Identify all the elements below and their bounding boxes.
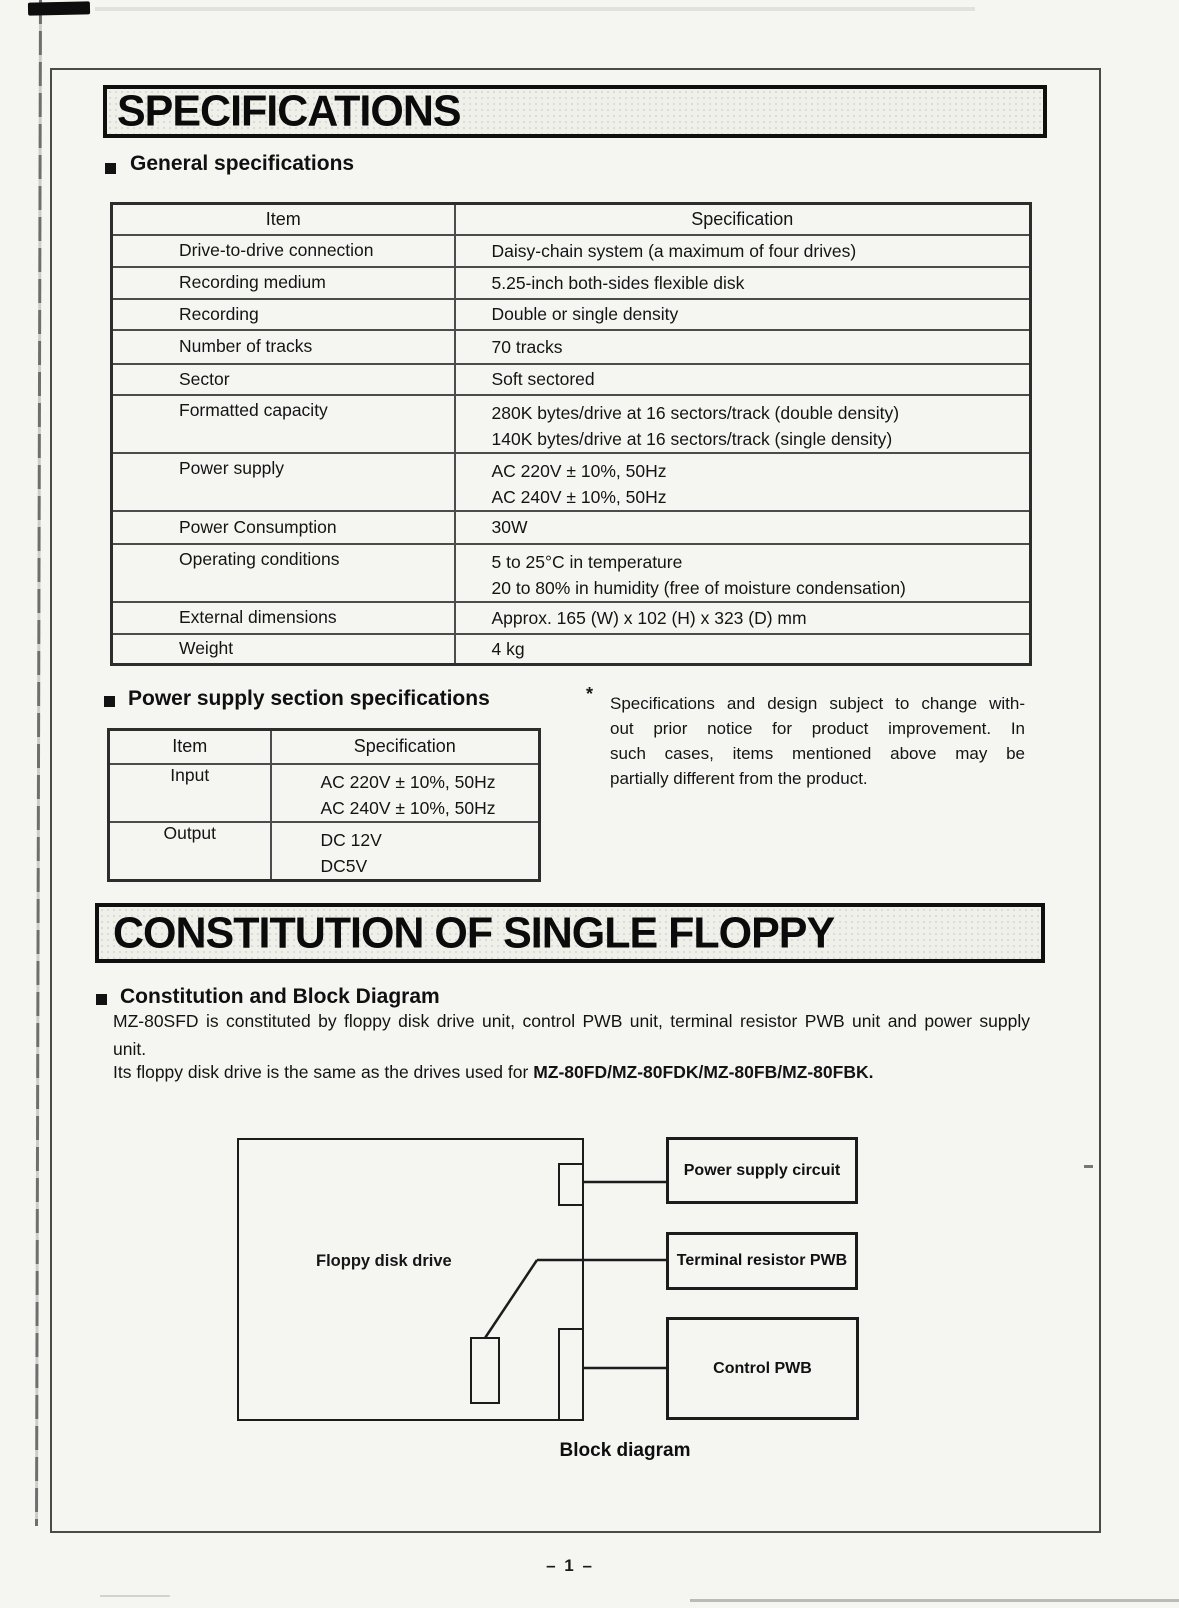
spec-line: Approx. 165 (W) x 102 (H) x 323 (D) mm [491,607,807,628]
spec-cell [455,330,1031,364]
diagram-caption: Block diagram [559,1440,691,1461]
body-paragraph-line: unit. [113,1039,147,1059]
table-header-row [112,204,1031,235]
spec-line: Soft sectored [491,369,595,389]
spec-table-row [112,395,1031,453]
spec-table-row [112,544,1031,602]
spec-line: Double or single density [491,304,679,324]
spec-line: 5 to 25°C in temperature [491,551,683,572]
diagram-box-floppy-disk-drive [237,1138,584,1421]
spec-line: 70 tracks [491,336,563,357]
item-cell: Output [109,822,271,881]
spec-line: 20 to 80% in humidity (free of moisture condensation) [491,577,906,598]
footnote-line: partially different from the product. [610,769,868,788]
heading-constitution: Constitution and Block Diagram [120,985,440,1008]
heading-psu-specifications: Power supply section specifications [128,687,490,710]
bullet-square-icon [105,163,116,174]
psu-spec-table [107,728,541,882]
item-cell: Formatted capacity [112,395,455,453]
diagram-connector-tab-bottom [558,1328,584,1421]
section-banner-constitution [95,903,1045,963]
spec-cell [455,299,1031,330]
heading-general-specifications: General specifications [130,152,355,175]
item-cell: Recording medium [112,267,455,299]
scan-top-streak [95,7,975,11]
spec-cell [271,764,540,822]
spec-cell [455,235,1031,267]
page-number: – 1 – [546,1556,594,1575]
spec-line: 140K bytes/drive at 16 sectors/track (single density) [491,428,893,449]
section-title-specifications: SPECIFICATIONS [117,86,461,136]
spec-line: AC 220V ± 10%, 50Hz [491,460,667,481]
spec-table-row [112,267,1031,299]
item-cell: Input [109,764,271,822]
spec-table-row [112,634,1031,665]
spec-table-row [112,235,1031,267]
scan-bottom-streak [690,1599,1179,1602]
footnote-text [610,691,1025,791]
spec-line: AC 220V ± 10%, 50Hz [320,771,496,792]
item-cell: Power Consumption [112,511,455,544]
spec-line: AC 240V ± 10%, 50Hz [491,486,667,507]
spec-cell [455,634,1031,665]
item-cell: Weight [112,634,455,665]
diagram-label-control-pwb: Control PWB [713,1359,812,1377]
spec-line: DC5V [320,855,368,876]
column-header-specification: Specification [271,730,540,764]
spec-line: 4 kg [491,638,525,659]
diagram-label-terminal-resistor-pwb: Terminal resistor PWB [676,1252,848,1269]
item-cell: Sector [112,364,455,395]
spec-line: DC 12V [320,829,382,850]
drive-line-models: MZ-80FD/MZ-80FDK/MZ-80FB/MZ-80FBK. [533,1062,874,1082]
item-cell: Power supply [112,453,455,511]
table-header-row [109,730,540,764]
scan-corner-mark [28,1,90,15]
spec-table-row [112,364,1031,395]
diagram-box-power-supply-circuit [666,1137,858,1204]
diagram-connector-tab-top [558,1163,584,1206]
section-banner-specifications [103,85,1047,138]
general-spec-table [110,202,1032,666]
spec-table-row [112,511,1031,544]
footnote-line: such cases, items mentioned above may be [610,744,1025,763]
body-paragraph-line: MZ-80SFD is constituted by floppy disk drive unit, control PWB unit, terminal resistor PWB unit and power supply [113,1011,1030,1031]
spec-line: 280K bytes/drive at 16 sectors/track (double density) [491,402,900,423]
diagram-inner-connector-rect [470,1337,500,1404]
diagram-label-floppy-disk-drive: Floppy disk drive [316,1252,452,1270]
spec-table-row [112,299,1031,330]
scan-bottom-smudge [100,1595,170,1597]
spec-cell [271,822,540,881]
footnote-line: Specifications and design subject to change with- [610,694,1025,713]
spec-line: 30W [491,517,528,537]
footnote-line: out prior notice for product improvement. In [610,719,1025,738]
spec-cell [455,395,1031,453]
section-title-constitution: CONSTITUTION OF SINGLE FLOPPY [113,908,835,957]
spec-table-row [112,330,1031,364]
spec-table-row [112,453,1031,511]
item-cell: Number of tracks [112,330,455,364]
column-header-item: Item [112,204,455,235]
column-header-specification: Specification [455,204,1031,235]
item-cell: Operating conditions [112,544,455,602]
body-paragraph-line [113,1062,873,1083]
bullet-square-icon [104,696,115,707]
spec-cell [455,453,1031,511]
diagram-label-power-supply-circuit: Power supply circuit [683,1161,841,1179]
spec-cell [455,602,1031,634]
scan-binding-line [35,0,42,1526]
drive-line-prefix: Its floppy disk drive is the same as the drives used for [113,1062,534,1082]
item-cell: Recording [112,299,455,330]
spec-table-row [109,764,540,822]
spec-line: 5.25-inch both-sides flexible disk [491,272,745,293]
spec-line: AC 240V ± 10%, 50Hz [320,797,496,818]
spec-cell [455,364,1031,395]
footnote-asterisk: * [586,684,594,704]
spec-table-row [109,822,540,881]
spec-cell [455,511,1031,544]
diagram-box-control-pwb [666,1317,859,1420]
item-cell: External dimensions [112,602,455,634]
item-cell: Drive-to-drive connection [112,235,455,267]
column-header-item: Item [109,730,271,764]
spec-cell [455,544,1031,602]
spec-table-row [112,602,1031,634]
spec-cell [455,267,1031,299]
bullet-square-icon [96,994,107,1005]
diagram-box-terminal-resistor-pwb [666,1232,858,1290]
spec-line: Daisy-chain system (a maximum of four drives) [491,240,857,261]
